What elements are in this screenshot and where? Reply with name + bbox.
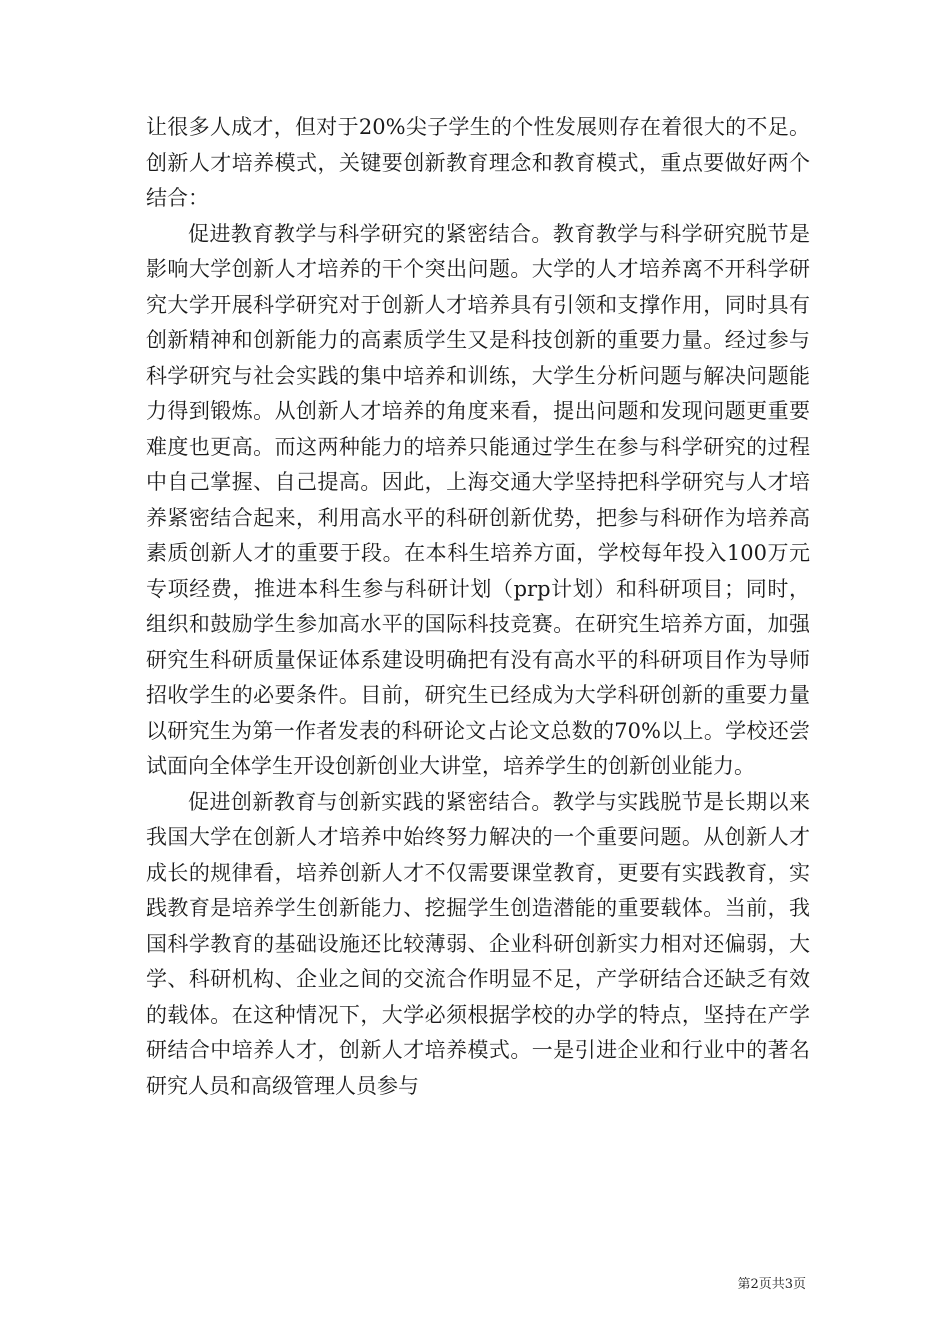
- paragraph-intro: 让很多人成才，但对于20%尖子学生的个性发展则存在着很大的不足。创新人才培养模式，关键要创新教育理念和教育模式，重点要做好两个结合：: [146, 115, 810, 210]
- paragraph-practice-integration: 促进创新教育与创新实践的紧密结合。教学与实践脱节是长期以来我国大学在创新人才培养中始终努力解决的一个重要问题。从创新人才成长的规律看，培养创新人才不仅需要课堂教育，更要有实践教育，实践教育是培养学生创新能力、挖掘学生创造潜能的重要载体。当前，我国科学教育的基础设施还比较薄弱、企业科研创新实力相对还偏弱，大学、科研机构、企业之间的交流合作明显不足，产学研结合还缺乏有效的载体。在这种情况下，大学必须根据学校的办学的特点，坚持在产学研结合中培养人才，创新人才培养模式。一是引进企业和行业中的著名研究人员和高级管理人员参与: [146, 789, 810, 1098]
- page-number: 第2页共3页: [737, 1277, 806, 1292]
- body-text: [146, 110, 810, 1104]
- paragraph-research-integration: 促进教育教学与科学研究的紧密结合。教育教学与科学研究脱节是影响大学创新人才培养的干个突出问题。大学的人才培养离不开科学研究大学开展科学研究对于创新人才培养具有引领和支撑作用，同时具有创新精神和创新能力的高素质学生又是科技创新的重要力量。经过参与科学研究与社会实践的集中培养和训练，大学生分析问题与解决问题能力得到锻炼。从创新人才培养的角度来看，提出问题和发现问题更重要难度也更高。而这两种能力的培养只能通过学生在参与科学研究的过程中自己掌握、自己提高。因此，上海交通大学坚持把科学研究与人才培养紧密结合起来，利用高水平的科研创新优势，把参与科研作为培养高素质创新人才的重要于段。在本科生培养方面，学校每年投入100万元专项经费，推进本科生参与科研计划（prp计划）和科研项目；同时，组织和鼓励学生参加高水平的国际科技竞赛。在研究生培养方面，加强研究生科研质量保证体系建设明确把有没有高水平的科研项目作为导师招收学生的必要条件。目前，研究生已经成为大学科研创新的重要力量以研究生为第一作者发表的科研论文占论文总数的70%以上。学校还尝试面向全体学生开设创新创业大讲堂，培养学生的创新创业能力。: [146, 221, 810, 778]
